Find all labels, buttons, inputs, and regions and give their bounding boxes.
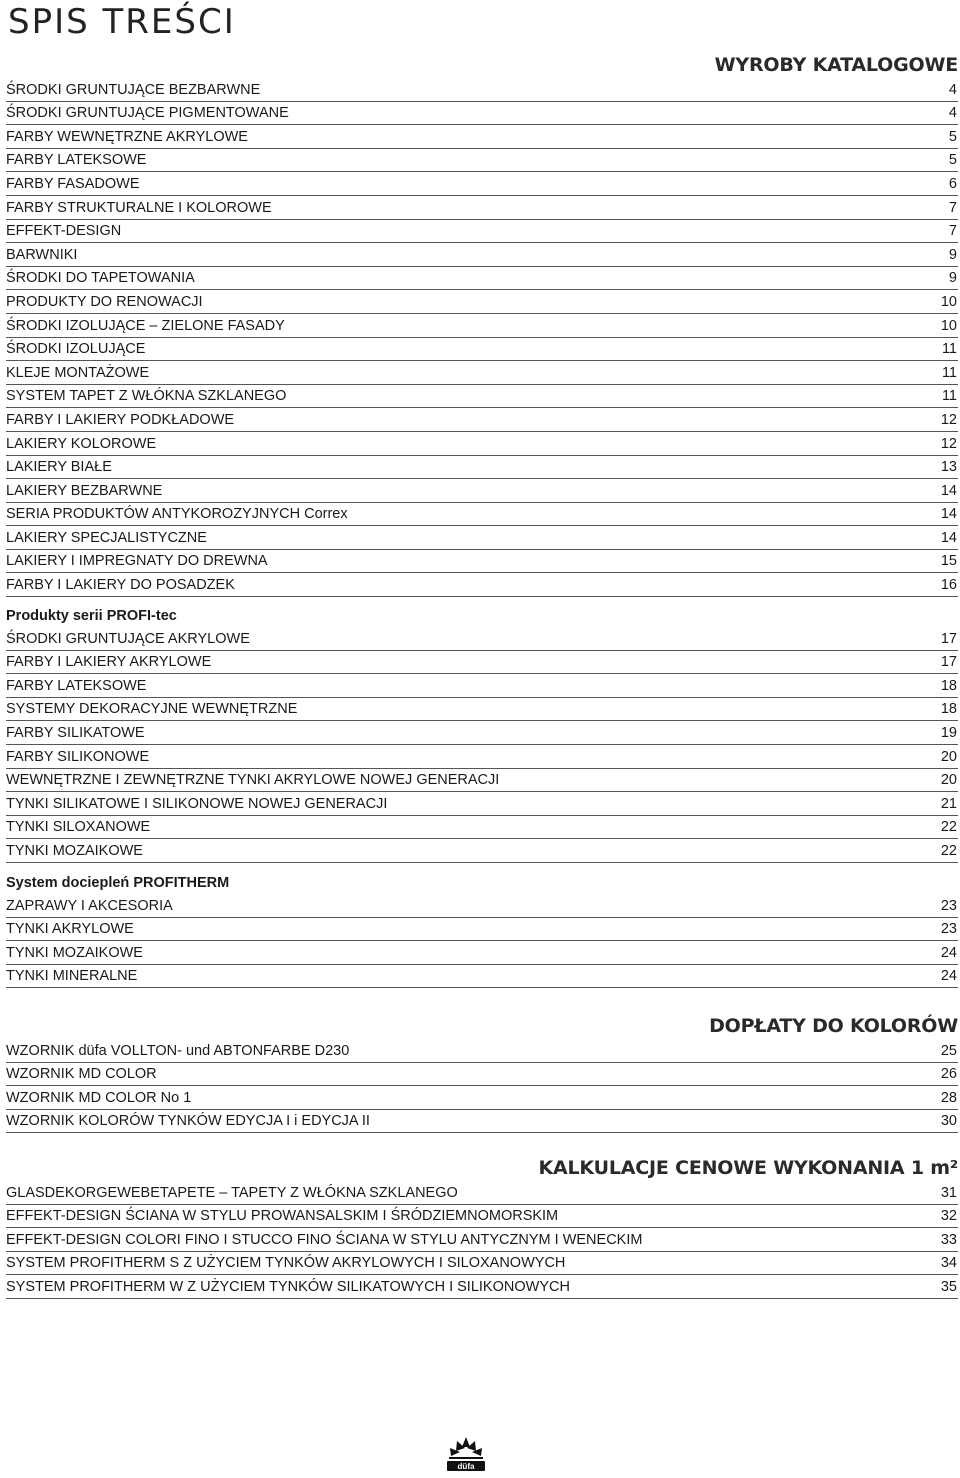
toc-entry-page-number: 20 — [940, 748, 957, 765]
toc-entry-label: GLASDEKORGEWEBETAPETE – TAPETY Z WŁÓKNA SZKLANEGO — [6, 1184, 458, 1201]
toc-entry-label: TYNKI SILOXANOWE — [6, 819, 151, 836]
toc-entry[interactable] — [6, 1110, 958, 1134]
toc-entry[interactable] — [6, 745, 958, 769]
toc-entry[interactable] — [6, 243, 958, 267]
toc-entry[interactable] — [6, 698, 958, 722]
toc-entry-label: FARBY I LAKIERY PODKŁADOWE — [6, 411, 235, 428]
toc-entry-label: LAKIERY KOLOROWE — [6, 435, 157, 452]
toc-entry[interactable] — [6, 267, 958, 291]
toc-entry-page-number: 4 — [948, 105, 957, 122]
toc-entry[interactable] — [6, 479, 958, 503]
toc-entry[interactable] — [6, 839, 958, 863]
toc-entry-page-number: 5 — [948, 128, 957, 145]
toc-section-profitherm — [6, 866, 958, 988]
toc-entry[interactable] — [6, 918, 958, 942]
toc-entry-label: LAKIERY BIAŁE — [6, 459, 112, 476]
toc-entry-page-number: 17 — [940, 654, 957, 671]
toc-entry[interactable] — [6, 627, 958, 651]
toc-entry-page-number: 25 — [940, 1042, 957, 1059]
toc-entry-page-number: 11 — [941, 364, 957, 381]
toc-entry[interactable] — [6, 965, 958, 989]
toc-entry-label: WZORNIK KOLORÓW TYNKÓW EDYCJA I i EDYCJA II — [6, 1113, 370, 1130]
toc-entry-label: WZORNIK MD COLOR — [6, 1066, 157, 1083]
toc-entry[interactable] — [6, 432, 958, 456]
toc-section-price-calculations — [6, 1155, 958, 1299]
toc-entry[interactable] — [6, 769, 958, 793]
toc-entry-label: TYNKI MOZAIKOWE — [6, 842, 143, 859]
toc-entry-label: FARBY LATEKSOWE — [6, 677, 147, 694]
toc-entry-label: TYNKI MOZAIKOWE — [6, 944, 143, 961]
toc-entry-page-number: 35 — [940, 1278, 957, 1295]
toc-entry-page-number: 11 — [941, 388, 957, 405]
toc-entry-label: EFFEKT-DESIGN — [6, 223, 122, 240]
toc-entry[interactable] — [6, 1086, 958, 1110]
toc-entry-page-number: 24 — [940, 968, 957, 985]
toc-entry[interactable] — [6, 456, 958, 480]
toc-entry-label: FARBY SILIKONOWE — [6, 748, 150, 765]
toc-entry-page-number: 34 — [940, 1255, 957, 1272]
toc-entry-label: FARBY LATEKSOWE — [6, 152, 147, 169]
toc-entry[interactable] — [6, 290, 958, 314]
toc-entry-page-number: 23 — [940, 921, 957, 938]
page-title: SPIS TREŚCI — [8, 2, 236, 42]
toc-entry-label: SYSTEMY DEKORACYJNE WEWNĘTRZNE — [6, 701, 298, 718]
toc-entry-page-number: 15 — [940, 553, 957, 570]
toc-entries — [6, 78, 958, 597]
toc-entries — [6, 627, 958, 863]
toc-entry[interactable] — [6, 149, 958, 173]
toc-entry-label: EFFEKT-DESIGN ŚCIANA W STYLU PROWANSALSKIM I ŚRÓDZIEMNOMORSKIM — [6, 1208, 559, 1225]
toc-entry-label: FARBY I LAKIERY AKRYLOWE — [6, 654, 212, 671]
toc-entry-page-number: 33 — [940, 1231, 957, 1248]
toc-entry-page-number: 19 — [940, 724, 957, 741]
toc-entry-label: SYSTEM TAPET Z WŁÓKNA SZKLANEGO — [6, 388, 287, 405]
toc-entry-page-number: 28 — [940, 1089, 957, 1106]
toc-entry-page-number: 31 — [940, 1184, 957, 1201]
toc-entry-label: LAKIERY BEZBARWNE — [6, 482, 163, 499]
toc-entry[interactable] — [6, 894, 958, 918]
toc-entry-label: WEWNĘTRZNE I ZEWNĘTRZNE TYNKI AKRYLOWE NOWEJ GENERACJI — [6, 772, 500, 789]
toc-entry-label: TYNKI AKRYLOWE — [6, 921, 134, 938]
toc-entry-label: FARBY SILIKATOWE — [6, 724, 145, 741]
toc-entry-page-number: 14 — [940, 529, 957, 546]
toc-entry-label: WZORNIK MD COLOR No 1 — [6, 1089, 192, 1106]
toc-entry[interactable] — [6, 573, 958, 597]
section-subheading: Produkty serii PROFI-tec — [6, 608, 177, 624]
toc-entry-label: ŚRODKI IZOLUJĄCE – ZIELONE FASADY — [6, 317, 285, 334]
toc-section-catalog — [6, 52, 958, 597]
toc-entry-label: LAKIERY SPECJALISTYCZNE — [6, 529, 207, 546]
toc-entry[interactable] — [6, 816, 958, 840]
toc-entry-page-number: 4 — [948, 81, 957, 98]
toc-entry-page-number: 24 — [940, 944, 957, 961]
toc-entry-label: FARBY STRUKTURALNE I KOLOROWE — [6, 199, 272, 216]
toc-entry-label: LAKIERY I IMPREGNATY DO DREWNA — [6, 553, 268, 570]
toc-entry-label: EFFEKT-DESIGN COLORI FINO I STUCCO FINO ŚCIANA W STYLU ANTYCZNYM I WENECKIM — [6, 1231, 643, 1248]
toc-entry[interactable] — [6, 721, 958, 745]
toc-entry-label: ŚRODKI IZOLUJĄCE — [6, 341, 146, 358]
toc-entry-label: FARBY FASADOWE — [6, 175, 140, 192]
toc-entries — [6, 894, 958, 988]
toc-entry[interactable] — [6, 408, 958, 432]
toc-entry-label: PRODUKTY DO RENOWACJI — [6, 293, 203, 310]
toc-section-color-surcharges — [6, 1013, 958, 1133]
toc-entry[interactable] — [6, 1252, 958, 1276]
toc-entry-page-number: 10 — [940, 293, 957, 310]
toc-entry-page-number: 9 — [948, 246, 957, 263]
logo-text: düfa — [457, 1462, 475, 1471]
toc-entry-page-number: 16 — [940, 577, 957, 594]
toc-entry-label: TYNKI MINERALNE — [6, 968, 138, 985]
toc-entry-label: FARBY WEWNĘTRZNE AKRYLOWE — [6, 128, 248, 145]
toc-entry[interactable] — [6, 196, 958, 220]
toc-entry-page-number: 23 — [940, 897, 957, 914]
toc-entry-page-number: 18 — [940, 701, 957, 718]
toc-entry-page-number: 14 — [940, 506, 957, 523]
toc-entry[interactable] — [6, 220, 958, 244]
toc-entry[interactable] — [6, 651, 958, 675]
toc-entry-page-number: 32 — [940, 1208, 957, 1225]
toc-entry-page-number: 18 — [940, 677, 957, 694]
toc-entry-page-number: 10 — [940, 317, 957, 334]
toc-entry-label: KLEJE MONTAŻOWE — [6, 364, 150, 381]
toc-entry[interactable] — [6, 1275, 958, 1299]
dufa-logo-icon — [443, 1433, 489, 1473]
toc-entry[interactable] — [6, 1039, 958, 1063]
toc-entry[interactable] — [6, 314, 958, 338]
toc-entry-page-number: 12 — [940, 435, 957, 452]
toc-entry[interactable] — [6, 1063, 958, 1087]
toc-entry[interactable] — [6, 792, 958, 816]
toc-entry-page-number: 22 — [940, 842, 957, 859]
toc-entries — [6, 1039, 958, 1133]
toc-entry-label: FARBY I LAKIERY DO POSADZEK — [6, 577, 235, 594]
section-subheading: System dociepleń PROFITHERM — [6, 875, 230, 891]
toc-entry[interactable] — [6, 526, 958, 550]
toc-entry[interactable] — [6, 385, 958, 409]
toc-entry-label: ZAPRAWY I AKCESORIA — [6, 897, 173, 914]
toc-entry[interactable] — [6, 1205, 958, 1229]
toc-entry-label: ŚRODKI GRUNTUJĄCE AKRYLOWE — [6, 630, 250, 647]
toc-entry[interactable] — [6, 78, 958, 102]
toc-entry-label: SYSTEM PROFITHERM W Z UŻYCIEM TYNKÓW SILIKATOWYCH I SILIKONOWYCH — [6, 1278, 570, 1295]
toc-entry[interactable] — [6, 125, 958, 149]
toc-entry[interactable] — [6, 674, 958, 698]
toc-entry-label: WZORNIK düfa VOLLTON- und ABTONFARBE D230 — [6, 1042, 350, 1059]
toc-entry-page-number: 5 — [948, 152, 957, 169]
toc-entry[interactable] — [6, 1181, 958, 1205]
toc-entry-page-number: 14 — [940, 482, 957, 499]
toc-entry[interactable] — [6, 1228, 958, 1252]
toc-entry[interactable] — [6, 503, 958, 527]
toc-entry-page-number: 30 — [940, 1113, 957, 1130]
section-heading: WYROBY KATALOGOWE — [714, 54, 958, 76]
toc-entry-label: ŚRODKI DO TAPETOWANIA — [6, 270, 195, 287]
toc-entry-page-number: 13 — [940, 459, 957, 476]
toc-entry-page-number: 26 — [940, 1066, 957, 1083]
toc-entry-page-number: 22 — [940, 819, 957, 836]
toc-entry-page-number: 7 — [948, 199, 957, 216]
toc-entry-label: SYSTEM PROFITHERM S Z UŻYCIEM TYNKÓW AKRYLOWYCH I SILOXANOWYCH — [6, 1255, 566, 1272]
toc-entry-label: BARWNIKI — [6, 246, 78, 263]
toc-entries — [6, 1181, 958, 1299]
toc-entry[interactable] — [6, 172, 958, 196]
toc-entry-page-number: 6 — [948, 175, 957, 192]
toc-section-profitec — [6, 599, 958, 863]
toc-entry[interactable] — [6, 941, 958, 965]
section-heading: DOPŁATY DO KOLORÓW — [709, 1015, 958, 1037]
toc-entry-page-number: 11 — [941, 341, 957, 358]
toc-entry-page-number: 17 — [940, 630, 957, 647]
toc-entry-page-number: 12 — [940, 411, 957, 428]
toc-entry[interactable] — [6, 361, 958, 385]
section-heading: KALKULACJE CENOWE WYKONANIA 1 m² — [538, 1157, 958, 1179]
toc-entry-page-number: 7 — [948, 223, 957, 240]
toc-entry-label: SERIA PRODUKTÓW ANTYKOROZYJNYCH Correx — [6, 506, 348, 523]
toc-entry-label: ŚRODKI GRUNTUJĄCE BEZBARWNE — [6, 81, 261, 98]
toc-entry-label: TYNKI SILIKATOWE I SILIKONOWE NOWEJ GENERACJI — [6, 795, 388, 812]
toc-entry[interactable] — [6, 550, 958, 574]
toc-entry[interactable] — [6, 102, 958, 126]
toc-entry[interactable] — [6, 338, 958, 362]
toc-entry-page-number: 20 — [940, 772, 957, 789]
toc-entry-page-number: 21 — [940, 795, 957, 812]
toc-entry-page-number: 9 — [948, 270, 957, 287]
toc-entry-label: ŚRODKI GRUNTUJĄCE PIGMENTOWANE — [6, 105, 289, 122]
